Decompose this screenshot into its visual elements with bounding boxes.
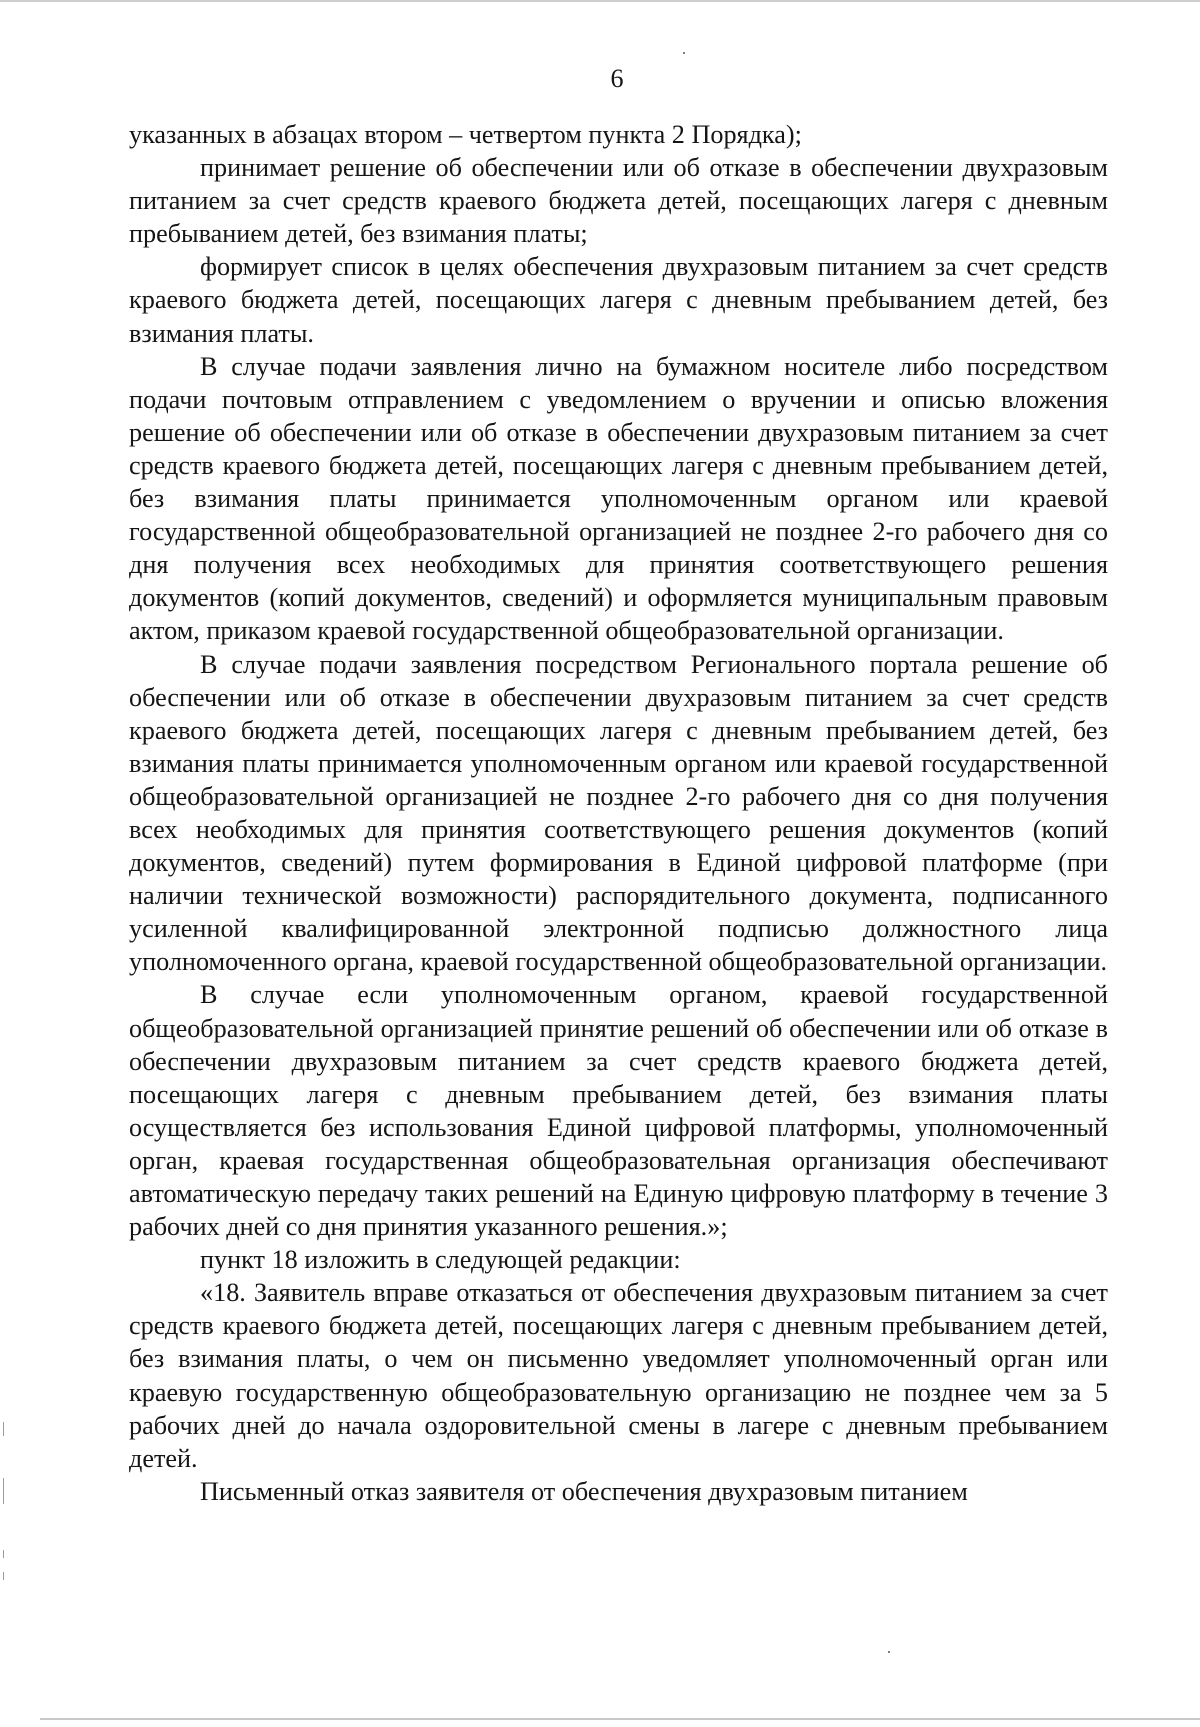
scan-speck (683, 52, 685, 54)
paragraph: пункт 18 изложить в следующей редакции: (200, 1245, 681, 1275)
paragraph: В случае подачи заявления посредством Регионального портала решение об обеспечении или об отказе в обеспечении двухразовым питанием за счет средств краевого бюджета детей, посещающих лагеря с дневным пребыванием детей, без взимания платы принимается уполномоченным органом или краевой государственной общеобразовательной организацией не позднее 2-го рабочего дня со дня получения всех необходимых для принятия соответствующего решения документов (копий документов, сведений) путем формирования в Единой цифровой платформе (при наличии технической возможности) распорядительного документа, подписанного усиленной квалифицированной электронной подписью должностного лица уполномоченного органа, краевой государственной общеобразовательной организации. (129, 649, 1108, 977)
scan-edge-mark (3, 1478, 4, 1504)
scan-top-edge (0, 0, 1200, 2)
paragraph-continuation: указанных в абзацах втором – четвертом пункта 2 Порядка); (129, 120, 802, 149)
document-body (129, 118, 1108, 1508)
scan-edge-mark (3, 1550, 4, 1558)
paragraph: Письменный отказ заявителя от обеспечения двухразовым питанием (200, 1476, 968, 1506)
scan-bottom-edge (40, 1718, 1200, 1720)
scan-speck (888, 1651, 890, 1653)
paragraph: формирует список в целях обеспечения двухразовым питанием за счет средств краевого бюджета детей, посещающих лагеря с дневным пребыванием детей, без взимания платы. (129, 252, 1108, 348)
paragraph: принимает решение об обеспечении или об отказе в обеспечении двухразовым питанием за счет средств краевого бюджета детей, посещающих лагеря с дневным пребыванием детей, без взимания платы; (129, 153, 1108, 249)
scan-edge-mark (3, 1422, 4, 1436)
paragraph: В случае подачи заявления лично на бумажном носителе либо посредством подачи почтовым отправлением с уведомлением о вручении и описью вложения решение об обеспечении или об отказе в обеспечении двухразовым питанием за счет средств краевого бюджета детей, посещающих лагеря с дневным пребыванием детей, без взимания платы принимается уполномоченным органом или краевой государственной общеобразовательной организацией не позднее 2-го рабочего дня со дня получения всех необходимых для принятия соответствующего решения документов (копий документов, сведений) и оформляется муниципальным правовым актом, приказом краевой государственной общеобразовательной организации. (129, 351, 1108, 646)
paragraph: В случае если уполномоченным органом, краевой государственной общеобразовательной организацией принятие решений об обеспечении или об отказе в обеспечении двухразовым питанием за счет средств краевого бюджета детей, посещающих лагеря с дневным пребыванием детей, без взимания платы осуществляется без использования Единой цифровой платформы, уполномоченный орган, краевая государственная общеобразовательная организация обеспечивают автоматическую передачу таких решений на Единую цифровую платформу в течение 3 рабочих дней со дня принятия указанного решения.»; (129, 980, 1108, 1242)
paragraph: «18. Заявитель вправе отказаться от обеспечения двухразовым питанием за счет средств краевого бюджета детей, посещающих лагеря с дневным пребыванием детей, без взимания платы, о чем он письменно уведомляет уполномоченный орган или краевую государственную общеобразовательную организацию не позднее чем за 5 рабочих дней до начала оздоровительной смены в лагере с дневным пребыванием детей. (129, 1278, 1108, 1473)
page-number: 6 (610, 64, 624, 93)
scan-edge-mark (3, 1572, 4, 1580)
